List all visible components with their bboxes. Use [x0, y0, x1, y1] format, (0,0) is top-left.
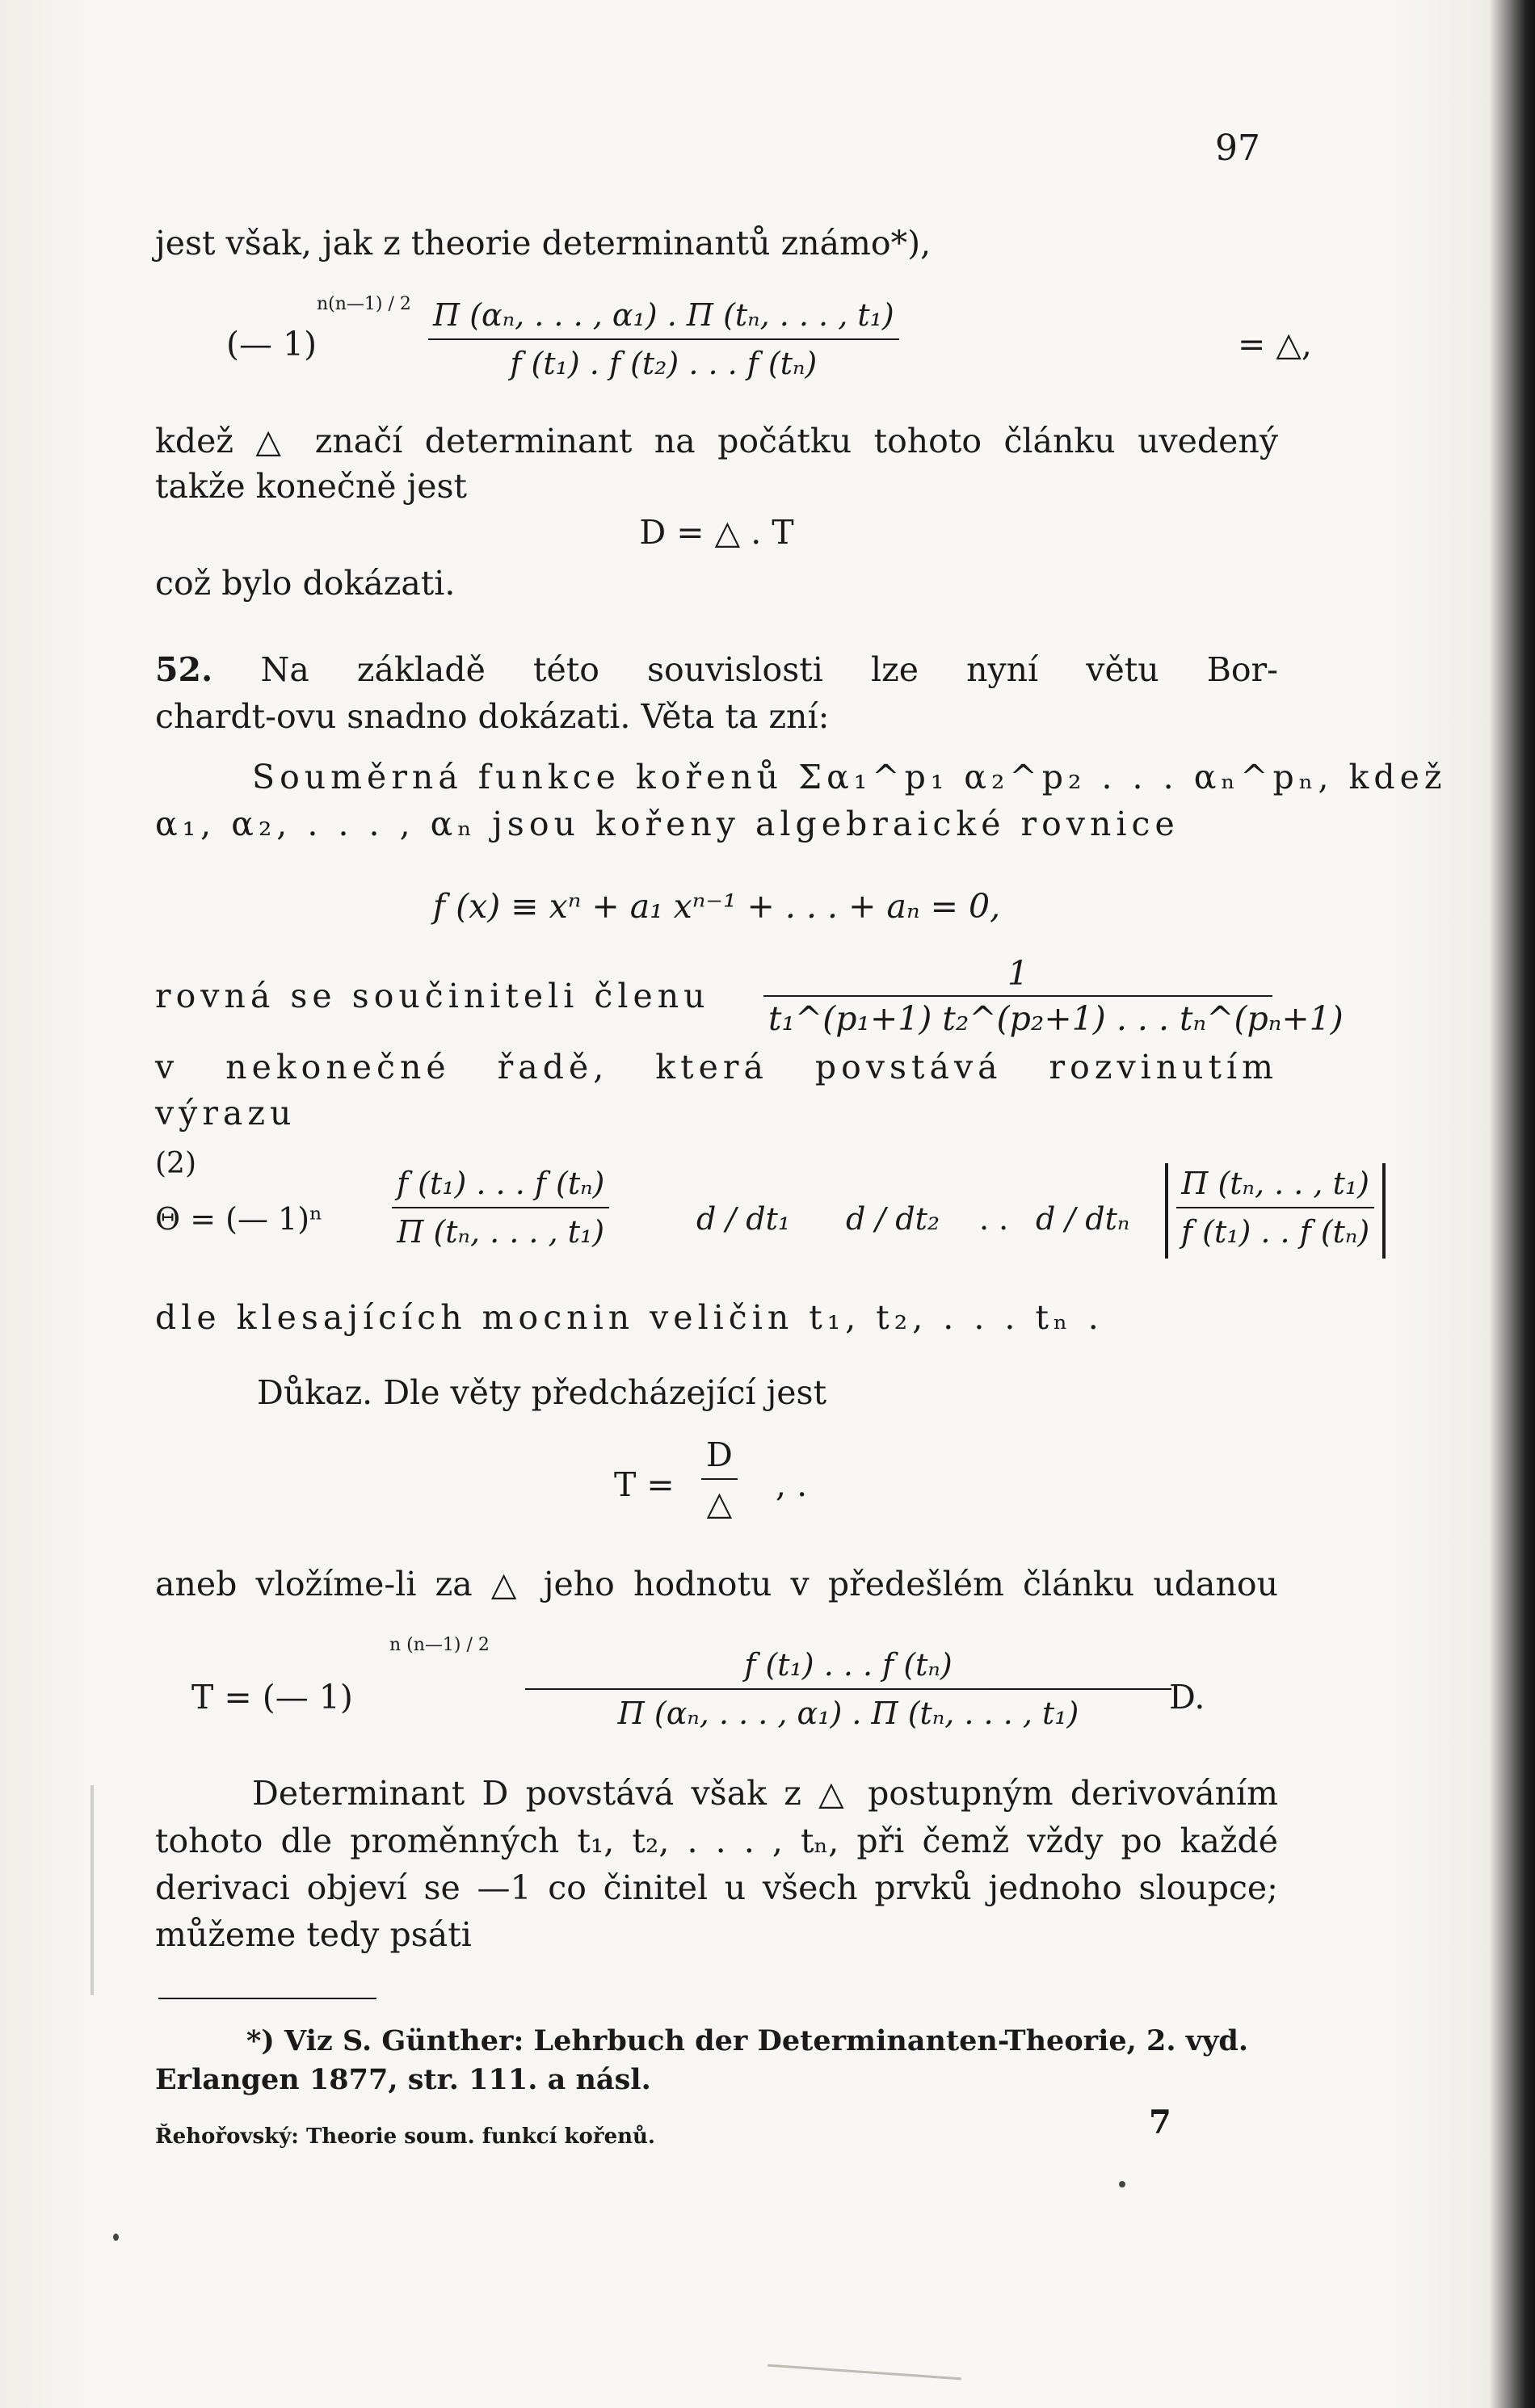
ink-speck — [113, 2234, 119, 2241]
paragraph-line: Determinant D povstává však z △ postupným derivováním — [252, 1774, 1278, 1813]
paragraph-line: což bylo dokázati. — [155, 564, 456, 603]
footnote-divider — [158, 1998, 376, 1999]
equation-4: Θ = (— 1)ⁿ $\frac{\text{f (t₁) . . . f (tₙ)}}{\text{Π (tₙ, . . . , t₁)}}$ d / dt₁ d / dt₂ . . d / dtₙ $\frac{\text{Π (tₙ, . . , t₁)}}{\text{f (t₁) . . f (tₙ)}}$ — [155, 1163, 1278, 1268]
section-number: 52. — [155, 650, 213, 689]
section-52-line1: 52. Na základě této souvislosti lze nyní větu Bor- — [155, 650, 1278, 689]
paragraph-line: kdež △ značí determinant na počátku tohoto článku uvedený — [155, 422, 1278, 460]
proof-line: Důkaz. Dle věty předcházející jest — [257, 1373, 827, 1412]
eq4-bracket — [1165, 1163, 1386, 1259]
running-footer: Řehořovský: Theorie soum. funkcí kořenů. — [155, 2124, 655, 2149]
paragraph-line: aneb vložíme-li za △ jeho hodnotu v předešlém článku udanou — [155, 1565, 1278, 1603]
eq6-fraction: $\frac{\text{f (t₁) . . . f (tₙ)}}{\text{Π (αₙ, . . . , α₁) . Π (tₙ, . . . , t₁)}}$ — [525, 1645, 1171, 1734]
eq6-exponent: n (n—1) / 2 — [389, 1635, 490, 1655]
theorem-line: výrazu — [155, 1094, 296, 1133]
ink-speck — [1119, 2181, 1125, 2187]
eq1-exponent: n(n—1) / 2 — [317, 294, 411, 314]
equation-2: D = △ . T — [639, 513, 794, 552]
eq1-rhs: = △, — [1238, 325, 1312, 364]
eq4-deriv-2: d / dt₂ — [846, 1201, 940, 1237]
eq4-deriv-n: d / dtₙ — [1036, 1201, 1130, 1237]
eq4-deriv-1: d / dt₁ — [696, 1201, 791, 1237]
footnote-line: Erlangen 1877, str. 111. a násl. — [155, 2063, 651, 2096]
term-fraction — [763, 954, 1344, 1038]
signature-mark: 7 — [1149, 2103, 1171, 2141]
eq5-fraction: D △ — [701, 1435, 738, 1523]
page-number: 97 — [1215, 128, 1260, 169]
equation-5: T = D △ , . — [614, 1435, 808, 1523]
page-edge-mark — [768, 2364, 961, 2381]
equation-1 — [155, 294, 1312, 384]
section-52-line2: chardt-ovu snadno dokázati. Věta ta zní: — [155, 697, 830, 736]
theorem-line-with-fraction: rovná se součiniteli členu $\frac{1}{\text{t₁\textasciicircum{}(p₁+1) t₂\textasciicircum{}(p₂+1) . . . tₙ\textasciicircum{}(pₙ+1)}}$ — [155, 954, 1344, 1038]
paragraph-line: můžeme tedy psáti — [155, 1915, 472, 1954]
equation-label: (2) — [155, 1147, 196, 1180]
eq4-lhs: Θ = (— 1)ⁿ — [155, 1201, 323, 1237]
equation-6: T = (— 1) n (n—1) / 2 $\frac{\text{f (t₁) . . . f (tₙ)}}{\text{Π (αₙ, . . . , α₁) . Π (tₙ, . . . , t₁)}}$ D. — [155, 1632, 1278, 1737]
page-fold-mark — [90, 1785, 94, 1995]
theorem-line: α₁, α₂, . . . , αₙ jsou kořeny algebraické rovnice — [155, 805, 1180, 843]
term-denominator: t₁^(p₁+1) t₂^(p₂+1) . . . tₙ^(pₙ+1) — [768, 999, 1344, 1038]
eq4-f-fraction: $\frac{\text{f (t₁) . . . f (tₙ)}}{\text{Π (tₙ, . . . , t₁)}}$ — [392, 1163, 609, 1252]
eq1-fraction — [428, 295, 899, 384]
theorem-line: v nekonečné řadě, která povstává rozvinutím — [155, 1048, 1278, 1086]
paragraph-line: takže konečně jest — [155, 467, 468, 506]
theorem-line: dle klesajících mocnin veličin t₁, t₂, . . . tₙ . — [155, 1298, 1104, 1337]
eq1-numerator: Π (αₙ, . . . , α₁) . Π (tₙ, . . . , t₁) — [428, 295, 899, 340]
eq4-bracket-fraction: $\frac{\text{Π (tₙ, . . , t₁)}}{\text{f (t₁) . . f (tₙ)}}$ — [1176, 1163, 1374, 1252]
footnote-line: *) Viz S. Günther: Lehrbuch der Determinanten-Theorie, 2. vyd. — [246, 2024, 1249, 2057]
paragraph-line: tohoto dle proměnných t₁, t₂, . . . , tₙ, při čemž vždy po každé — [155, 1822, 1278, 1860]
theorem-line: Souměrná funkce kořenů Σα₁^p₁ α₂^p₂ . . . αₙ^pₙ, kdež — [252, 758, 1447, 796]
paragraph-intro: jest však, jak z theorie determinantů známo*), — [155, 224, 932, 263]
paragraph-line: derivaci objeví se —1 co činitel u všech prvků jednoho sloupce; — [155, 1868, 1278, 1907]
eq1-denominator: f (t₁) . f (t₂) . . . f (tₙ) — [510, 346, 818, 381]
term-numerator: 1 — [763, 955, 1272, 997]
eq1-sign: (— 1) — [226, 325, 318, 364]
equation-3: f (x) ≡ xⁿ + a₁ xⁿ⁻¹ + . . . + aₙ = 0, — [432, 887, 1001, 926]
